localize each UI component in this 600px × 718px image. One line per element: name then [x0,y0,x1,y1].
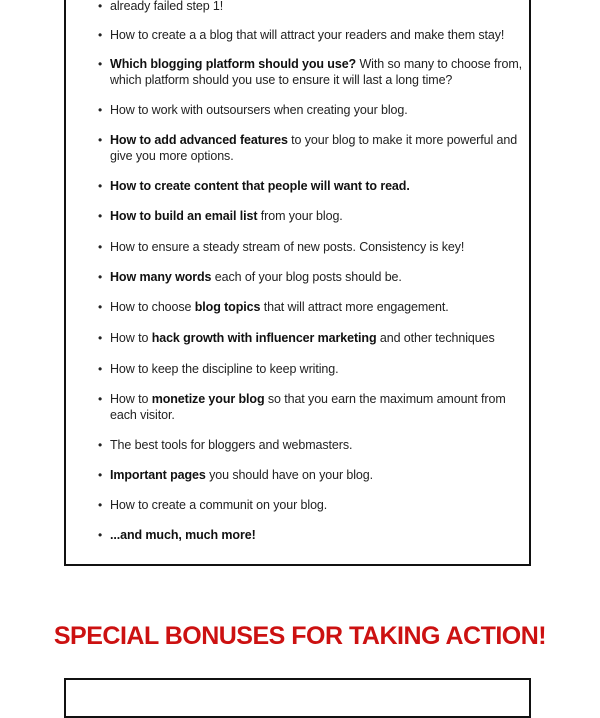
feature-text-plain: The best tools for bloggers and webmasters. [110,438,353,452]
feature-item [66,56,523,88]
feature-text-plain: How to choose [110,300,195,314]
feature-text [110,269,522,285]
feature-item [66,178,506,194]
feature-text-plain: so that you earn the maximum amount from each visitor. [110,392,506,422]
feature-text [110,299,522,315]
bullet-icon: • [98,300,103,314]
feature-text-bold: How to build an email list [110,209,258,223]
bullet-icon: • [98,133,103,147]
feature-text [110,56,522,88]
feature-item [66,391,506,423]
bullet-icon: • [98,468,103,482]
bullet-icon: • [98,240,103,254]
feature-text [110,391,522,423]
feature-text-plain: How to create a communit on your blog. [110,498,328,512]
feature-item [66,132,518,164]
feature-text-bold: monetize your blog [151,392,265,406]
feature-text [110,437,522,453]
feature-item [66,0,506,14]
feature-item [66,437,506,453]
bullet-icon: • [98,362,103,376]
feature-text [110,102,522,118]
bullet-icon: • [98,103,103,117]
bonuses-box [64,678,531,718]
feature-text-plain: How to keep the discipline to keep writing. [110,362,339,376]
feature-text-plain: from your blog. [257,209,343,223]
feature-text-plain: How to [110,331,152,345]
bullet-icon: • [98,498,103,512]
feature-item [66,299,506,315]
feature-text-bold: Which blogging platform should you use? [110,57,357,71]
bullet-icon: • [98,392,103,406]
feature-item [66,527,506,543]
feature-text-plain: you should have on your blog. [205,468,374,482]
bullet-icon: • [98,179,103,193]
feature-text [110,361,522,377]
feature-text [110,27,522,43]
feature-text [110,239,522,255]
feature-text-bold: How to create content that people will want to read. [110,179,410,193]
bullet-icon: • [98,331,103,345]
feature-item [66,102,506,118]
feature-text-plain: each of your blog posts should be. [211,270,402,284]
feature-text-plain: that will attract more engagement. [260,300,449,314]
feature-text-plain: How to create a a blog that will attract your readers and make them stay! [110,28,505,42]
feature-text-plain: to your blog to make it more powerful and give you more options. [110,133,518,163]
feature-text [110,178,522,194]
bullet-icon: • [98,270,103,284]
feature-text-plain: How to ensure a steady stream of new posts. Consistency is key! [110,240,465,254]
feature-text [110,497,522,513]
feature-item [66,208,506,224]
feature-text [110,208,522,224]
bullet-icon: • [98,528,103,542]
feature-item [66,497,506,513]
feature-text [110,0,522,14]
feature-text-plain: and other techniques [376,331,495,345]
features-box [64,0,531,566]
feature-text-bold: How to add advanced features [110,133,288,147]
bullet-icon: • [98,438,103,452]
feature-item [66,27,506,43]
feature-text-bold: How many words [110,270,212,284]
feature-text-plain: How to [110,392,152,406]
feature-text-bold: hack growth with influencer marketing [151,331,377,345]
bullet-icon: • [98,0,103,13]
feature-text-bold: ...and much, much more! [110,528,256,542]
bullet-icon: • [98,57,103,71]
feature-text-plain: How to work with outsoursers when creating your blog. [110,103,408,117]
feature-text-bold: blog topics [194,300,261,314]
bonus-heading: SPECIAL BONUSES FOR TAKING ACTION! [53,622,547,650]
feature-text-plain: With so many to choose from, which platform should you use to ensure it will last a long time? [110,57,523,87]
feature-text [110,467,522,483]
feature-item [66,239,506,255]
feature-item [66,269,506,285]
feature-text-plain: already failed step 1! [110,0,224,13]
feature-item [66,330,506,346]
feature-text [110,132,522,164]
feature-text-bold: Important pages [110,468,206,482]
feature-item [66,361,506,377]
feature-item [66,467,506,483]
feature-text [110,527,522,543]
bullet-icon: • [98,209,103,223]
feature-text [110,330,522,346]
bullet-icon: • [98,28,103,42]
